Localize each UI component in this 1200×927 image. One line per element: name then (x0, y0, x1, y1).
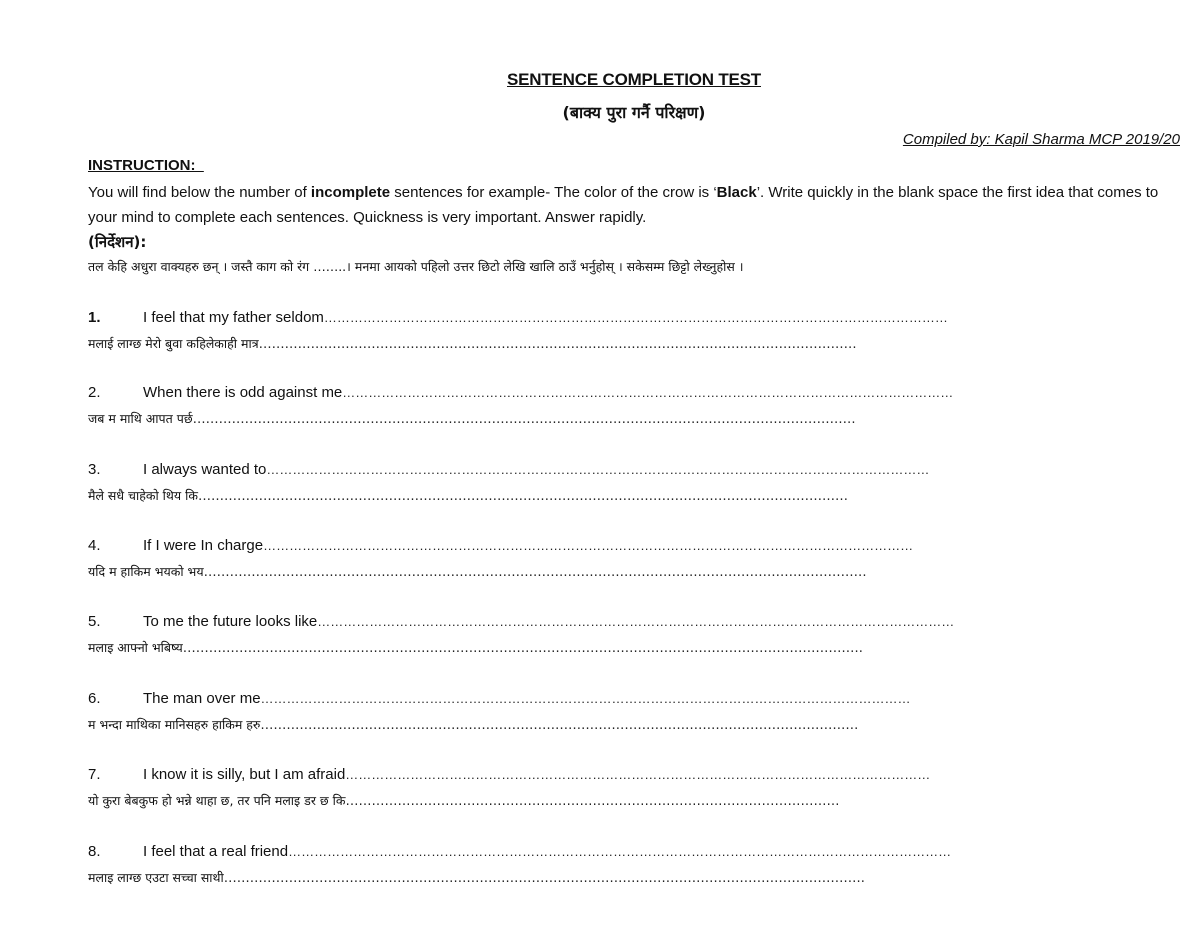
item-prompt-nepali: जब म माथि आपत पर्छ (88, 411, 193, 426)
instruction-heading-nepali: (निर्देशन): (88, 233, 147, 251)
item-prompt-nepali: यदि म हाकिम भयको भय (88, 564, 204, 579)
answer-blank-english[interactable]: …………………………………………………………………………………………………………………………………… (260, 691, 911, 706)
item-number: 6. (88, 690, 101, 707)
item-prompt-english: I know it is silly, but I am afraid (143, 766, 346, 783)
answer-blank-english[interactable]: ………………………………………………………………………………………………………………………………… (317, 614, 955, 629)
page-title: SENTENCE COMPLETION TEST (507, 70, 761, 89)
answer-blank-english[interactable]: …………………………………………………………………………………………………………………………… (342, 385, 954, 400)
sentence-item-2 (88, 384, 968, 430)
page-subtitle-nepali: (बाक्य पुरा गर्नै परिक्षण) (562, 103, 706, 122)
item-prompt-english: The man over me (143, 690, 261, 707)
answer-blank-english[interactable]: ……………………………………………………………………………………………………………………………… (323, 310, 948, 325)
compiled-by-credit: Compiled by: Kapil Sharma MCP 2019/20 (902, 131, 1180, 148)
item-number: 7. (88, 766, 101, 783)
instruction-text-part: You will find below the number of (88, 184, 311, 201)
sentence-item-8 (88, 843, 968, 889)
item-number: 5. (88, 613, 101, 630)
answer-blank-nepali[interactable]: …………………………………………………………………………………………………… (345, 794, 840, 809)
instruction-bold-incomplete: incomplete (310, 184, 391, 201)
sentence-item-3 (88, 461, 968, 507)
item-prompt-nepali: मैले सधै चाहेको थिय कि (88, 488, 198, 503)
answer-blank-nepali[interactable]: …………………………………………………………………………………………………………………………………………. (182, 641, 863, 656)
item-prompt-nepali: मलाई लाग्छ मेरो बुवा कहिलेकाही मात्र (88, 336, 259, 351)
answer-blank-nepali[interactable]: ……………………………………………………………………………………………………………………………………… (203, 565, 867, 580)
answer-blank-nepali[interactable]: ………………………………………………………………………………………………………………………… (260, 718, 859, 733)
item-prompt-english: I feel that a real friend (143, 843, 289, 860)
item-number: 2. (88, 384, 101, 401)
item-number: 1. (88, 309, 101, 326)
item-number: 3. (88, 461, 101, 478)
instruction-text-part: sentences for example- The color of the crow is ‘ (390, 184, 717, 201)
item-prompt-english: I feel that my father seldom (143, 309, 324, 326)
answer-blank-nepali[interactable]: …………………………………………………………………………………………………………………………………. (223, 871, 865, 886)
item-prompt-english: I always wanted to (143, 461, 267, 478)
item-prompt-nepali: मलाइ आफ्नो भबिष्य (88, 640, 183, 655)
instruction-heading: INSTRUCTION: (88, 157, 204, 174)
sentence-item-1 (88, 309, 968, 355)
answer-blank-nepali[interactable]: …………………………………………………………………………………………………………………………………… (197, 489, 848, 504)
item-prompt-nepali: मलाइ लाग्छ एउटा सच्चा साथी (88, 870, 224, 885)
answer-blank-english[interactable]: ……………………………………………………………………………………………………………………………………… (266, 462, 930, 477)
sentence-item-7 (88, 766, 968, 812)
sentence-item-4 (88, 537, 968, 583)
answer-blank-english[interactable]: ……………………………………………………………………………………………………………………………………… (288, 844, 952, 859)
instruction-text-nepali: तल केहि अधुरा वाक्यहरु छन् । जस्तै काग को रंग ……..। मनमा आयको पहिलो उत्तर छिटो लेखि खालि ठाउँ भर्नुहोस् । सकेसम्म छिट्टो लेख्नुहोस । (88, 259, 744, 274)
answer-blank-english[interactable]: …………………………………………………………………………………………………………………………………… (263, 538, 914, 553)
item-prompt-nepali: यो कुरा बेबकुफ हो भन्ने थाहा छ, तर पनि मलाइ डर छ कि (88, 793, 346, 808)
answer-blank-english[interactable]: ……………………………………………………………………………………………………………………… (345, 767, 931, 782)
item-prompt-english: When there is odd against me (143, 384, 343, 401)
answer-blank-nepali[interactable]: ……………………………………………………………………………………………………………………………………… (192, 412, 856, 427)
sentence-item-6 (88, 690, 968, 736)
sentence-item-5 (88, 613, 968, 659)
item-number: 4. (88, 537, 101, 554)
item-prompt-nepali: म भन्दा माथिका मानिसहरु हाकिम हरु (88, 717, 261, 732)
answer-blank-nepali[interactable]: ………………………………………………………………………………………………………………………… (258, 337, 857, 352)
instruction-text (88, 180, 1184, 230)
instruction-text-part: ’. Write quickly in the blank space the first idea that comes to your mind to complete each sentences. Quickness is very important. Answer rapidly. (88, 184, 1159, 226)
item-prompt-english: To me the future looks like (143, 613, 318, 630)
instruction-bold-black: Black (716, 184, 757, 201)
item-number: 8. (88, 843, 101, 860)
item-prompt-english: If I were In charge (143, 537, 264, 554)
